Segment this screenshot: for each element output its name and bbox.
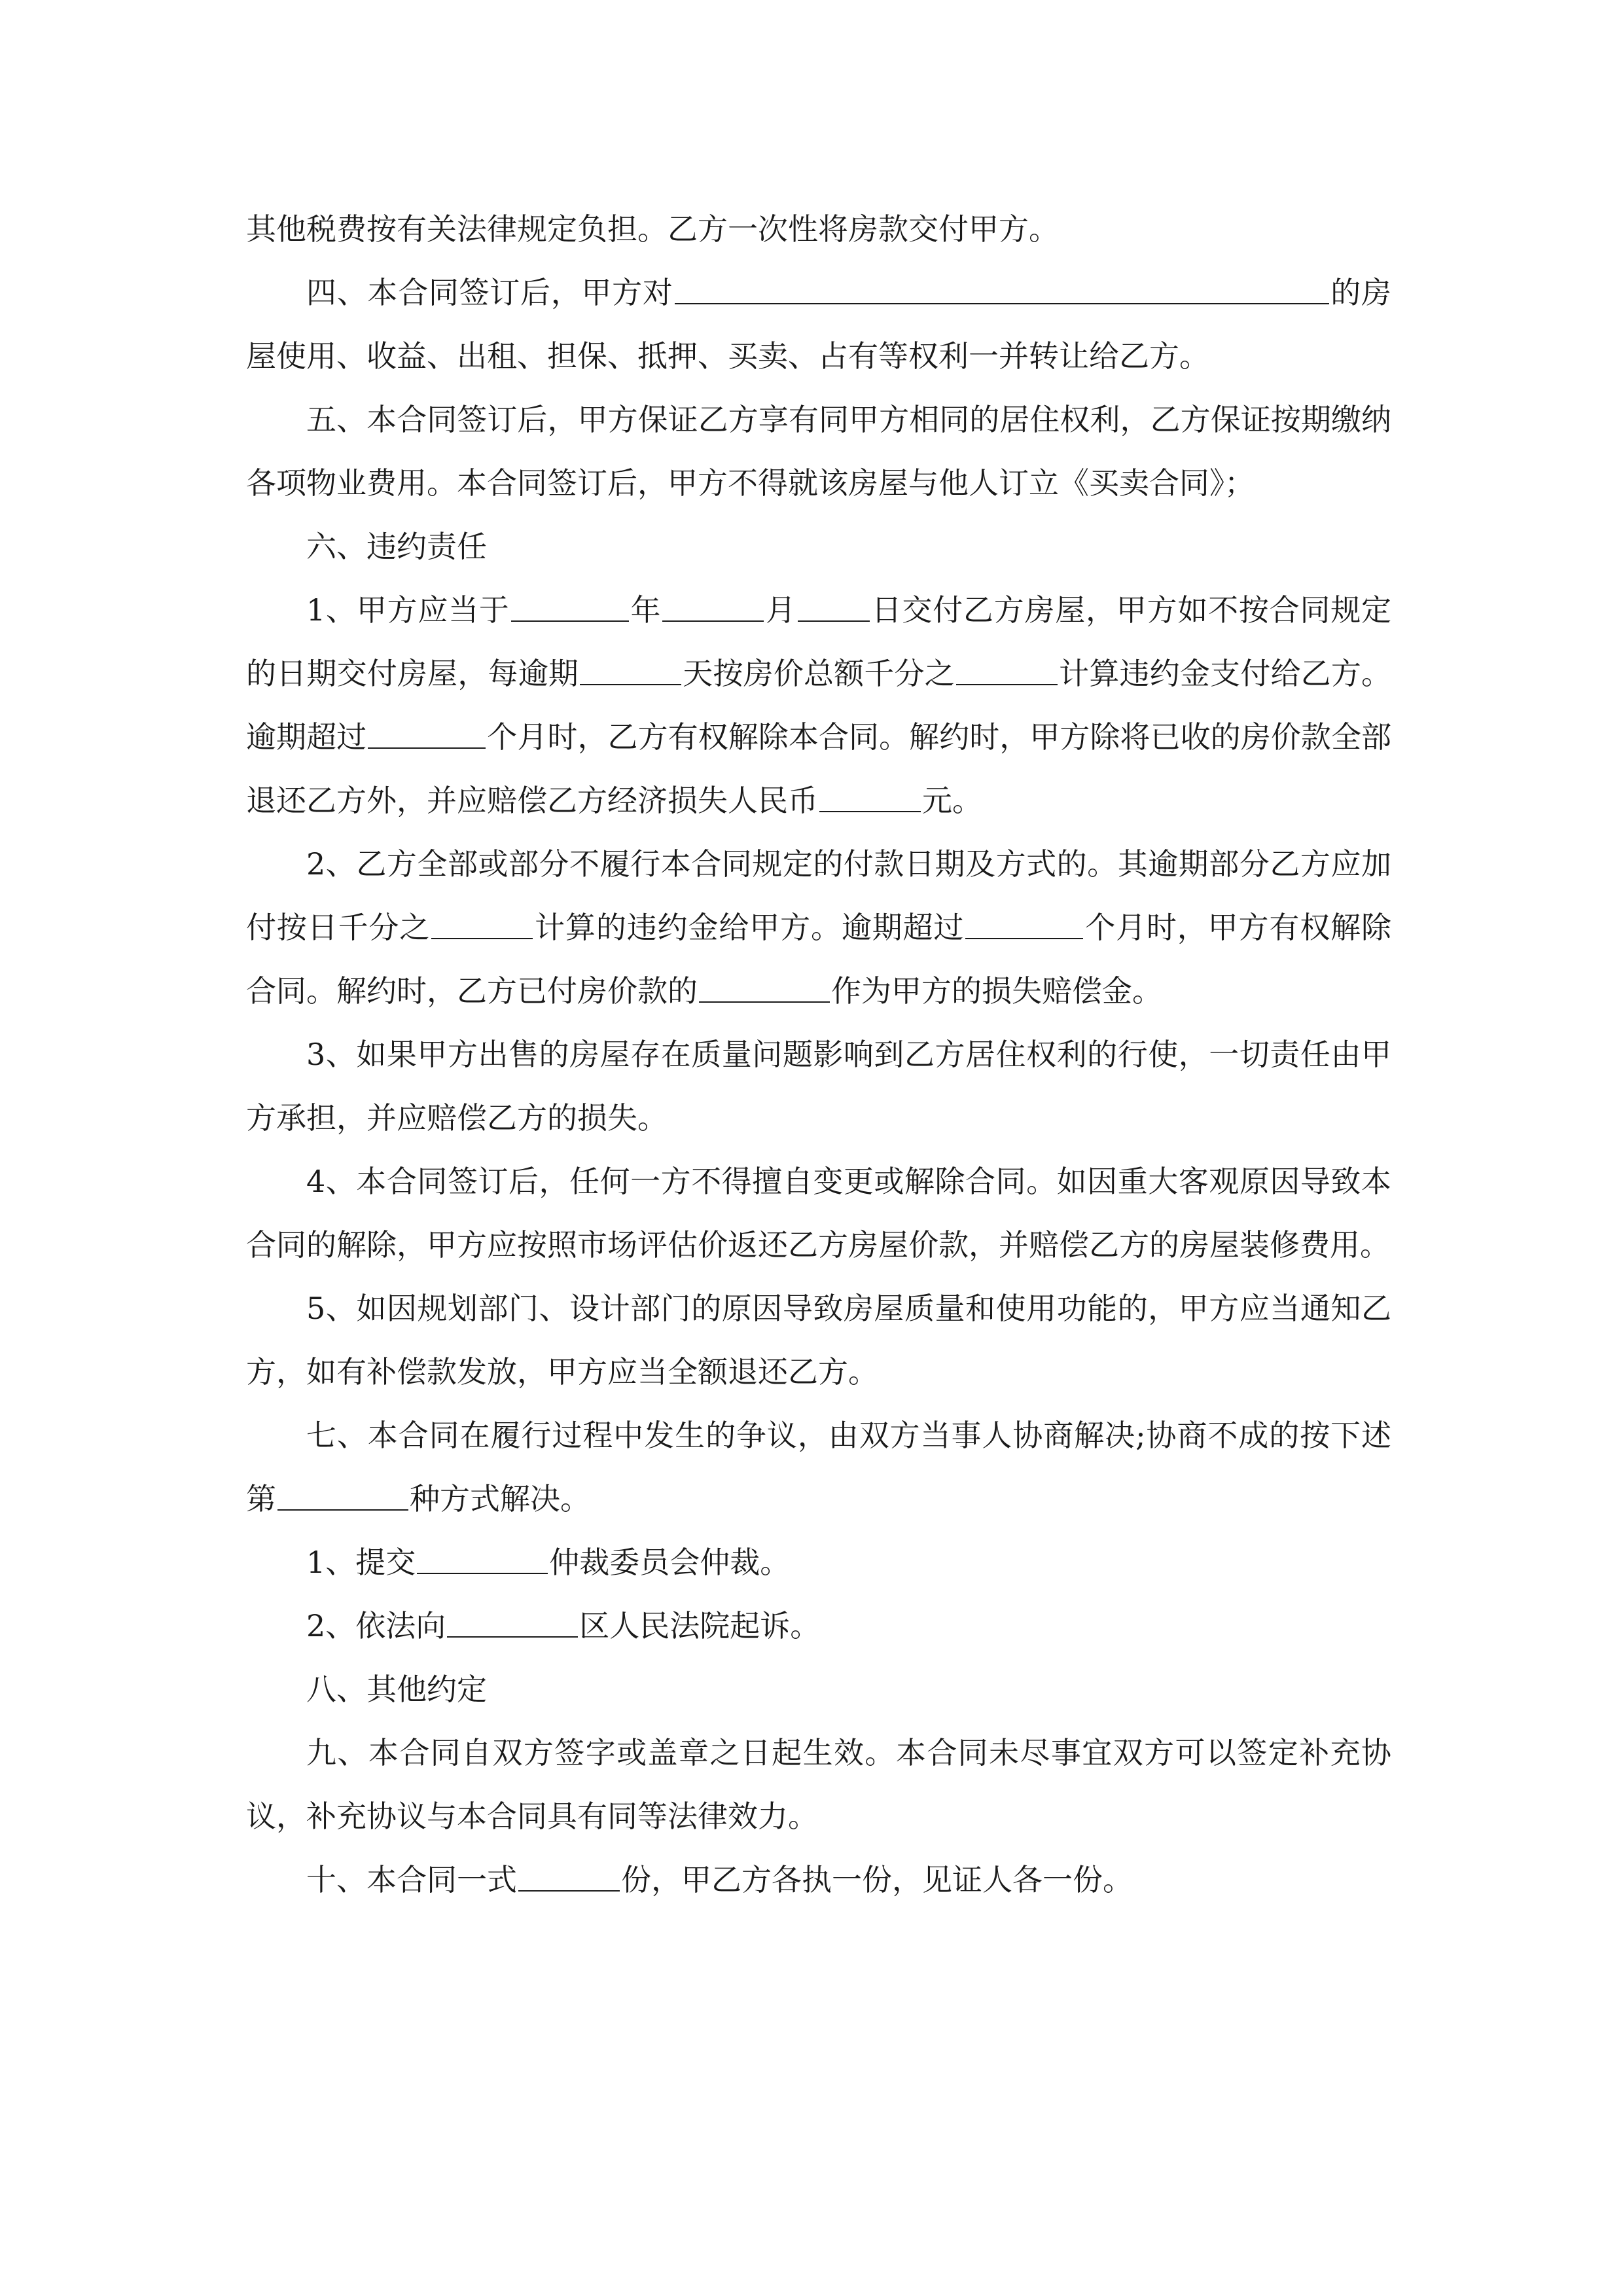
text-run: 个月时，甲方有权解除合同。解约时，乙方已付房价款的 — [246, 910, 1392, 1009]
text-run: 其他税费按有关法律规定负担。乙方一次性将房款交付甲方。 — [246, 211, 1059, 247]
paragraph-tax-payment — [246, 198, 1391, 261]
text-run: 四、本合同签订后，甲方对 — [306, 275, 673, 310]
text-run: 元。 — [922, 783, 982, 818]
blank-field-months-overdue[interactable] — [368, 717, 486, 749]
blank-field-copies[interactable] — [518, 1860, 620, 1892]
text-run: 计算的违约金给甲方。逾期超过 — [534, 910, 965, 945]
paragraph-clause-4 — [246, 261, 1391, 388]
paragraph-breach-item-2 — [246, 833, 1391, 1023]
text-run: 1、甲方应当于 — [306, 592, 510, 628]
text-run: 天按房价总额千分之 — [683, 656, 955, 691]
text-run: 七、本合同在履行过程中发生的争议，由双方当事人协商解决;协商不成的按下述第 — [246, 1418, 1391, 1516]
section-heading-breach-liability — [246, 515, 1391, 579]
contract-body — [246, 198, 1391, 1912]
text-run: 月 — [765, 592, 796, 628]
blank-field-per-mille[interactable] — [956, 654, 1058, 685]
text-run: 2、乙方全部或部分不履行本合同规定的付款日期及方式的。其逾期部分乙方应加付按日千分之 — [246, 846, 1391, 945]
text-run: 4、本合同签订后，任何一方不得擅自变更或解除合同。如因重大客观原因导致本合同的解除，甲方应按照市场评估价返还乙方房屋价款，并赔偿乙方的房屋装修费用。 — [246, 1164, 1391, 1263]
blank-field-property[interactable] — [675, 273, 1329, 304]
blank-field-resolution-method[interactable] — [277, 1479, 408, 1511]
section-heading-other-agreements — [246, 1658, 1391, 1721]
paragraph-breach-item-5 — [246, 1277, 1391, 1404]
text-run: 仲裁委员会仲裁。 — [549, 1545, 791, 1580]
blank-field-compensation-amount[interactable] — [819, 781, 921, 812]
text-run: 计算违约金支付给乙方。逾期超过 — [246, 656, 1391, 755]
text-run: 年 — [630, 592, 662, 628]
text-run: 的房屋使用、收益、出租、担保、抵押、买卖、占有等权利一并转让给乙方。 — [246, 275, 1392, 374]
blank-field-district-court[interactable] — [447, 1606, 578, 1638]
text-run: 六、违约责任 — [306, 529, 487, 564]
text-run: 3、如果甲方出售的房屋存在质量问题影响到乙方居住权利的行使，一切责任由甲方承担，并应赔偿乙方的损失。 — [246, 1037, 1391, 1136]
blank-field-paid-portion[interactable] — [699, 971, 830, 1003]
text-run: 区人民法院起诉。 — [579, 1608, 821, 1643]
text-run: 2、依法向 — [306, 1608, 446, 1643]
blank-field-months-overdue[interactable] — [965, 908, 1083, 939]
blank-field-year[interactable] — [511, 590, 629, 622]
blank-field-daily-per-mille[interactable] — [431, 908, 533, 939]
blank-field-day[interactable] — [798, 590, 870, 622]
text-run: 作为甲方的损失赔偿金。 — [831, 973, 1162, 1009]
text-run: 五、本合同签订后，甲方保证乙方享有同甲方相同的居住权利，乙方保证按期缴纳各项物业费用。本合同签订后，甲方不得就该房屋与他人订立《买卖合同》； — [246, 402, 1391, 501]
text-run: 十、本合同一式 — [306, 1862, 517, 1897]
paragraph-clause-7-dispute — [246, 1404, 1391, 1531]
text-run: 种方式解决。 — [410, 1481, 590, 1516]
paragraph-breach-item-4 — [246, 1150, 1391, 1277]
paragraph-breach-item-1 — [246, 579, 1391, 833]
blank-field-arbitration-commission[interactable] — [417, 1543, 548, 1574]
paragraph-court-option — [246, 1594, 1391, 1658]
text-run: 5、如因规划部门、设计部门的原因导致房屋质量和使用功能的，甲方应当通知乙方，如有补偿款发放，甲方应当全额退还乙方。 — [246, 1291, 1391, 1390]
blank-field-month[interactable] — [662, 590, 764, 622]
paragraph-clause-9-effective — [246, 1721, 1391, 1848]
text-run: 个月时，乙方有权解除本合同。解约时，甲方除将已收的房价款全部退还乙方外，并应赔偿乙方经济损失人民币 — [246, 719, 1392, 818]
paragraph-clause-5 — [246, 388, 1391, 515]
text-run: 九、本合同自双方签字或盖章之日起生效。本合同未尽事宜双方可以签定补充协议，补充协议与本合同具有同等法律效力。 — [246, 1735, 1391, 1834]
paragraph-arbitration-option — [246, 1531, 1391, 1594]
text-run: 八、其他约定 — [306, 1672, 487, 1707]
text-run: 1、提交 — [306, 1545, 416, 1580]
text-run: 份，甲乙方各执一份，见证人各一份。 — [621, 1862, 1133, 1897]
paragraph-clause-10-copies — [246, 1848, 1391, 1912]
paragraph-breach-item-3 — [246, 1023, 1391, 1150]
blank-field-days-overdue[interactable] — [580, 654, 681, 685]
text-run: 日交付乙方房屋，甲方如不按合同规定的日期交付房屋，每逾期 — [246, 592, 1392, 691]
